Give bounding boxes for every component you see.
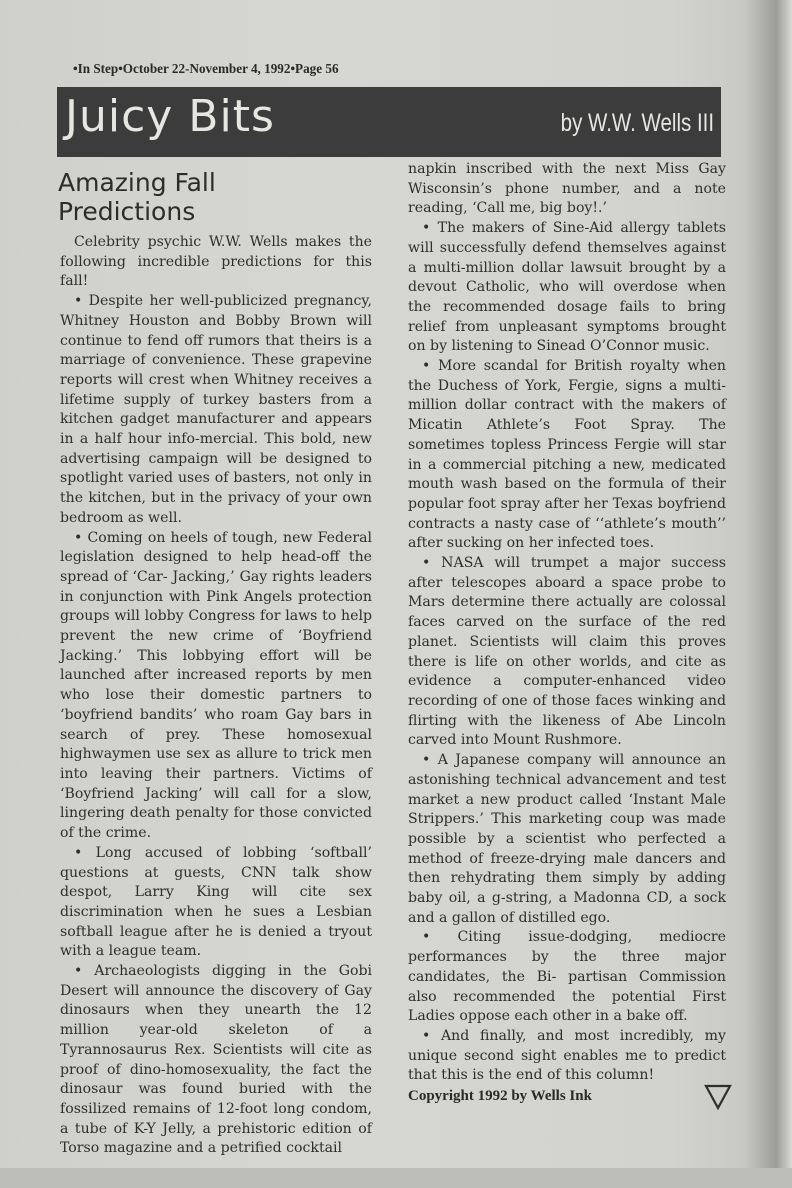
closing-paragraph: • And finally, and most incredibly, my unique second sight enables me to predict that this is the end of this column! xyxy=(408,1027,726,1084)
background-surface xyxy=(0,1168,792,1188)
prediction-paragraph: • The makers of Sine-Aid allergy tablets will successfully defend themselves against a multi-million dollar lawsuit brought by a devout Catholic, who will overdose when the recommended dosage fails to bring relief from unpleasant symptoms brought on by listening to Sinead O’Connor music. xyxy=(408,220,726,355)
down-triangle-icon xyxy=(704,1084,732,1110)
prediction-paragraph: • Citing issue-dodging, mediocre performances by the three major candidates, the Bi- partisan Commission also recommended the potential First Ladies oppose each other in a bake off. xyxy=(408,929,726,1025)
article-column-1 xyxy=(60,168,372,1159)
intro-paragraph: Celebrity psychic W.W. Wells makes the following incredible predictions for this fall! xyxy=(60,234,372,290)
byline: by W.W. Wells III xyxy=(560,109,714,137)
prediction-paragraph: • Coming on heels of tough, new Federal legislation designed to help head-off the spread of ‘Car- Jacking,’ Gay rights leaders in conjunction with Pink Angels protection groups will lobby Congress for laws to help prevent the new crime of ‘Boyfriend Jacking.’ This lobbying effort will be launched after increased reports by men who lose their domestic partners to ‘boyfriend bandits’ who roam Gay bars in search of prey. These homosexual highwaymen use sex as allure to trick men into leaving their partners. Victims of ‘Boyfriend Jacking’ will call for a slow, lingering death penalty for those convicted of the crime. xyxy=(60,529,372,842)
prediction-paragraph: • Archaeologists digging in the Gobi Desert will announce the discovery of Gay dinosaurs when they unearth the 12 million year-old skeleton of a Tyrannosaurus Rex. Scientists will cite as proof of dino-homosexuality, the fact the dinosaur was found buried with the fossilized remains of 12-foot long condom, a tube of K-Y Jelly, a prehistoric edition of Torso magazine and a petrified cocktail xyxy=(60,963,372,1157)
column-banner xyxy=(57,87,721,157)
prediction-paragraph: • Long accused of lobbing ‘softball’ questions at guests, CNN talk show despot, Larry King will cite sex discrimination when he sues a Lesbian softball league after he is denied a tryout with a league team. xyxy=(60,844,372,960)
headline-line-1: Amazing Fall xyxy=(58,168,216,197)
prediction-paragraph: • NASA will trumpet a major success after telescopes aboard a space probe to Mars determine there actually are colossal faces carved on the surface of the red planet. Scientists will claim this proves there is life on other worlds, and cite as evidence a computer-enhanced video recording of one of those faces winking and flirting with the likeness of Abe Lincoln carved into Mount Rushmore. xyxy=(408,555,726,749)
continued-paragraph: napkin inscribed with the next Miss Gay Wisconsin’s phone number, and a note reading, ‘Call me, big boy!.’ xyxy=(408,161,726,217)
prediction-paragraph: • Despite her well-publicized pregnancy, Whitney Houston and Bobby Brown will continue to fend off rumors that theirs is a marriage of convenience. These grapevine reports will crest when Whitney receives a lifetime supply of turkey basters from a kitchen gadget manufacturer and appears in a half hour info-mercial. This bold, new advertising campaign will be designed to spotlight varied uses of basters, not only in the kitchen, but in the privacy of your own bedroom as well. xyxy=(60,293,372,526)
column-title: Juicy Bits xyxy=(65,91,275,142)
headline-line-2: Predictions xyxy=(58,197,196,226)
prediction-paragraph: • More scandal for British royalty when the Duchess of York, Fergie, signs a multi-million dollar contract with the makers of Micatin Athlete’s Foot Spray. The sometimes topless Princess Fergie will star in a commercial pitching a new, medicated mouth wash based on the formula of their popular foot spray after her Texas boyfriend contracts a nasty case of ‘‘athlete’s mouth’’ after sucking on her infected toes. xyxy=(408,358,726,552)
copyright-line: Copyright 1992 by Wells Ink xyxy=(408,1088,592,1105)
prediction-paragraph: • A Japanese company will announce an astonishing technical advancement and test market a new product called ‘Instant Male Strippers.’ This marketing coup was made possible by a scientist who perfected a method of freeze-drying male dancers and then rehydrating them simply by adding baby oil, a g-string, a Madonna CD, a sock and a gallon of distilled ego. xyxy=(408,752,726,926)
article-column-2 xyxy=(408,160,726,1107)
running-head: •In Step•October 22-November 4, 1992•Page 56 xyxy=(73,62,339,77)
article-headline xyxy=(58,168,372,226)
